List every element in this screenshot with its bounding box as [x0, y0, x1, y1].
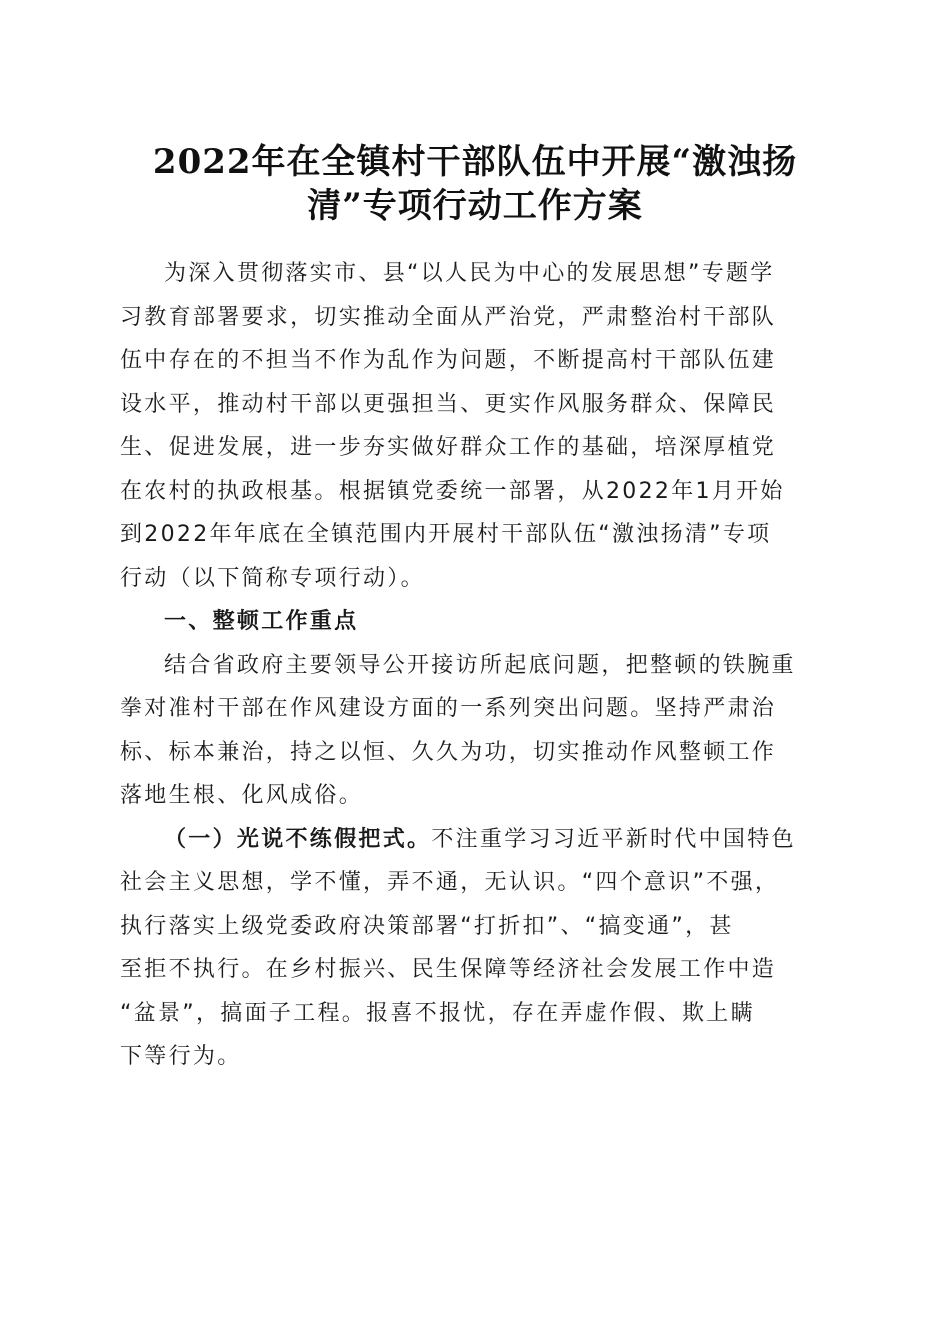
text-line: 执行落实上级党委政府决策部署“打折扣”、“搞变通”，甚 — [120, 913, 734, 939]
text-line: 伍中存在的不担当不作为乱作为问题，不断提高村干部队伍建 — [120, 348, 777, 373]
document-body — [120, 252, 832, 1079]
text-line: 在农村的执政根基。根据镇党委统一部署，从2022年1月开始 — [120, 478, 785, 504]
text-line: 习教育部署要求，切实推动全面从严治党，严肃整治村干部队 — [120, 304, 777, 330]
text-line: 拳对准村干部在作风建设方面的一系列突出问题。坚持严肃治 — [120, 696, 777, 721]
text-line: 结合省政府主要领导公开接访所起底问题，把整顿的铁腕重 — [164, 652, 796, 678]
item-lead: （一）光说不练假把式。 — [164, 826, 432, 852]
paragraph-item-1 — [120, 818, 832, 1079]
text-line: 社会主义思想，学不懂，弄不通，无认识。“四个意识”不强， — [120, 870, 780, 895]
text-line: 落地生根、化风成俗。 — [120, 783, 364, 808]
text-line: 生、促进发展，进一步夯实做好群众工作的基础，培深厚植党 — [120, 435, 777, 460]
paragraph-focus — [120, 644, 832, 818]
title-line-1: 2022年在全镇村干部队伍中开展“激浊扬 — [152, 142, 798, 182]
text-line: 为深入贯彻落实市、县“以人民为中心的发展思想”专题学 — [164, 261, 775, 286]
text-line — [120, 818, 832, 862]
text-line: 下等行为。 — [120, 1044, 242, 1069]
paragraph-intro — [120, 252, 832, 600]
document-title — [0, 140, 950, 228]
text-line: 设水平，推动村干部以更强担当、更实作风服务群众、保障民 — [120, 391, 777, 417]
text-line: 到2022年年底在全镇范围内开展村干部队伍“激浊扬清”专项 — [120, 522, 772, 547]
item-text: 不注重学习习近平新时代中国特色 — [431, 826, 796, 852]
text-line: 行动（以下简称专项行动）。 — [120, 565, 425, 591]
title-line-2: 清”专项行动工作方案 — [307, 186, 643, 226]
text-line: 标、标本兼治，持之以恒、久久为功，切实推动作风整顿工作 — [120, 739, 777, 765]
text-line: “盆景”，搞面子工程。报喜不报忧，存在弄虚作假、欺上瞒 — [120, 1000, 755, 1026]
section-heading: 一、整顿工作重点 — [164, 609, 359, 634]
text-line: 至拒不执行。在乡村振兴、民生保障等经济社会发展工作中造 — [120, 957, 777, 982]
